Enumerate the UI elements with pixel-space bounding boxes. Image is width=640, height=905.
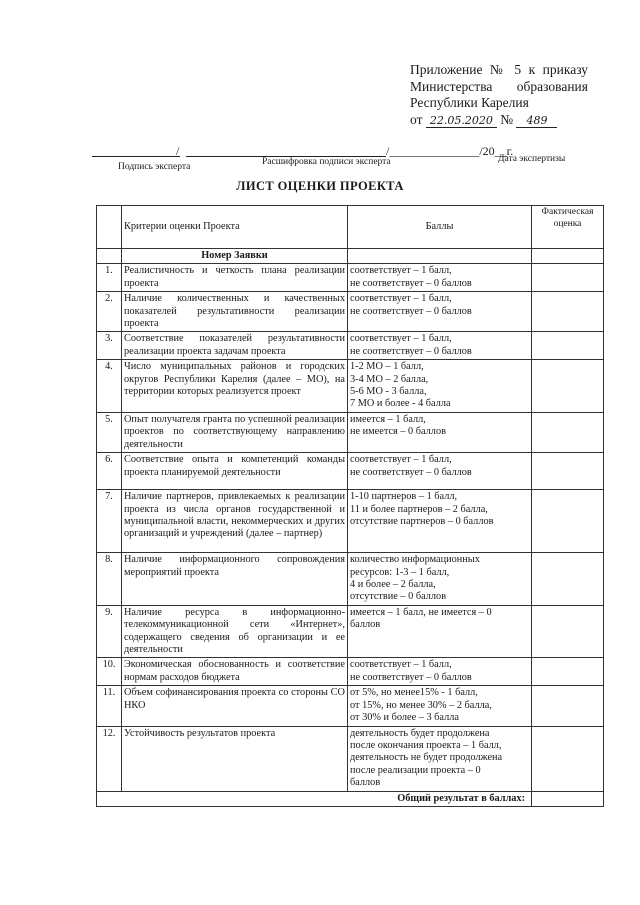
order-header (410, 62, 588, 129)
order-date: 22.05.2020 (426, 114, 497, 128)
score-line: не соответствует – 0 баллов (350, 345, 472, 357)
score-cell (348, 490, 532, 553)
criterion-text: Опыт получателя гранта по успешной реализации проектов по соответствующему направлению деятельности (122, 412, 348, 452)
row-number: 6. (97, 453, 122, 490)
criterion-text: Объем софинансирования проекта со стороны СО НКО (122, 686, 348, 726)
score-line: не соответствует – 0 баллов (350, 305, 472, 317)
page-title: ЛИСТ ОЦЕНКИ ПРОЕКТА (236, 179, 404, 193)
score-line: не соответствует – 0 баллов (350, 466, 472, 478)
criterion-text: Наличие количественных и качественных показателей результативности реализации проекта (122, 292, 348, 332)
header-date-line (410, 112, 588, 130)
criterion-text: Число муниципальных районов и городских округов Республики Карелия (далее – МО), на территории которых реализуется проект (122, 360, 348, 413)
total-value (532, 791, 604, 806)
score-cell (348, 332, 532, 360)
criterion-text: Реалистичность и четкость плана реализации проекта (122, 264, 348, 292)
table-row (97, 490, 604, 553)
score-line: отсутствие – 0 баллов (350, 591, 447, 603)
criterion-text: Экономическая обоснованность и соответствие нормам расходов бюджета (122, 658, 348, 686)
fact-score-cell (532, 292, 604, 332)
table-row (97, 658, 604, 686)
table-row (97, 686, 604, 726)
score-line: не имеется – 0 баллов (350, 426, 446, 438)
score-line: имеется – 1 балл, (350, 413, 426, 425)
score-line: баллов (350, 777, 381, 789)
score-line: соответствует – 1 балл, (350, 265, 452, 277)
score-cell (348, 658, 532, 686)
criterion-text: Соответствие показателей результативности реализации проекта задачам проекта (122, 332, 348, 360)
row-number: 8. (97, 553, 122, 606)
score-line: не соответствует – 0 баллов (350, 277, 472, 289)
fact-score-cell (532, 726, 604, 791)
score-line: количество информационных (350, 554, 480, 566)
signature-date-line: /_______________/20__г. (386, 144, 514, 158)
fact-score-cell (532, 332, 604, 360)
score-line: от 15%, но менее 30% – 2 балла, (350, 699, 492, 711)
score-cell (348, 726, 532, 791)
score-line: баллов (350, 619, 381, 631)
table-row (97, 292, 604, 332)
date-caption: Дата экспертизы (498, 154, 566, 164)
signature-slash: / (176, 144, 180, 158)
table-row (97, 264, 604, 292)
signature-caption: Подпись эксперта (118, 162, 191, 172)
score-line: после окончания проекта – 1 балл, (350, 739, 502, 751)
fact-score-cell (532, 553, 604, 606)
score-line: 1-2 МО – 1 балл, (350, 361, 424, 373)
table-row (97, 453, 604, 490)
criterion-text: Соответствие опыта и компетенций команды проекта планируемой деятельности (122, 453, 348, 490)
row-number: 2. (97, 292, 122, 332)
score-line: не соответствует – 0 баллов (350, 671, 472, 683)
score-line: от 5%, но менее15% - 1 балл, (350, 687, 478, 699)
table-row (97, 605, 604, 658)
score-line: соответствует – 1 балл, (350, 333, 452, 345)
fact-score-cell (532, 490, 604, 553)
score-cell (348, 553, 532, 606)
fact-score-cell (532, 264, 604, 292)
order-number: 489 (516, 114, 557, 128)
score-line: ресурсов: 1-3 – 1 балл, (350, 566, 450, 578)
criterion-text: Наличие ресурса в информационно-телекоммуникационной сети «Интернет», содержащего сведения об организации и ее деятельности (122, 605, 348, 658)
application-number-row (97, 249, 604, 264)
row-number: 11. (97, 686, 122, 726)
criterion-text: Наличие партнеров, привлекаемых к реализации проекта из числа органов государственной и муниципальной власти, некоммерческих и других организаций и учреждений (далее – партнер) (122, 490, 348, 553)
header-line-2: Министерства образования (410, 78, 588, 94)
total-row (97, 791, 604, 806)
row-number: 10. (97, 658, 122, 686)
table-row (97, 332, 604, 360)
row-number: 3. (97, 332, 122, 360)
signature-underline (92, 156, 180, 157)
criterion-text: Наличие информационного сопровождения мероприятий проекта (122, 553, 348, 606)
application-number-value (532, 249, 604, 264)
table-row (97, 360, 604, 413)
table-row (97, 726, 604, 791)
date-prefix: от (410, 111, 423, 127)
application-number-label: Номер Заявки (122, 249, 348, 264)
header-line-1: Приложение № 5 к приказу (410, 62, 588, 77)
row-number: 5. (97, 412, 122, 452)
fact-score-cell (532, 453, 604, 490)
score-cell (348, 605, 532, 658)
row-number: 4. (97, 360, 122, 413)
fact-column-header: Фактическая оценка (532, 206, 604, 249)
score-cell (348, 264, 532, 292)
number-prefix: № (500, 111, 514, 127)
score-cell (348, 412, 532, 452)
score-line: деятельность не будет продолжена (350, 752, 503, 764)
fact-score-cell (532, 412, 604, 452)
criteria-column-header: Критерии оценки Проекта (122, 206, 348, 249)
score-line: отсутствие партнеров – 0 баллов (350, 515, 494, 527)
criterion-text: Устойчивость результатов проекта (122, 726, 348, 791)
score-line: от 30% и более – 3 балла (350, 712, 459, 724)
score-line: 4 и более – 2 балла, (350, 578, 436, 590)
table-row (97, 412, 604, 452)
score-cell (348, 292, 532, 332)
evaluation-table (96, 205, 604, 807)
score-line: после реализации проекта – 0 (350, 764, 481, 776)
fact-score-cell (532, 658, 604, 686)
fact-score-cell (532, 686, 604, 726)
score-cell (348, 360, 532, 413)
row-number: 9. (97, 605, 122, 658)
scores-column-header: Баллы (348, 206, 532, 249)
score-cell (348, 453, 532, 490)
header-line-3: Республики Карелия (410, 95, 529, 110)
row-number: 7. (97, 490, 122, 553)
score-cell (348, 686, 532, 726)
score-line: соответствует – 1 балл, (350, 454, 452, 466)
score-line: соответствует – 1 балл, (350, 659, 452, 671)
table-header-row (97, 206, 604, 249)
score-line: имеется – 1 балл, не имеется – 0 (350, 606, 492, 618)
score-line: 11 и более партнеров – 2 балла, (350, 503, 488, 515)
score-line: 5-6 МО - 3 балла, (350, 386, 427, 398)
table-row (97, 553, 604, 606)
row-number: 12. (97, 726, 122, 791)
row-number: 1. (97, 264, 122, 292)
score-line: 1-10 партнеров – 1 балл, (350, 491, 458, 503)
total-label: Общий результат в баллах: (97, 791, 532, 806)
fact-score-cell (532, 605, 604, 658)
score-line: деятельность будет продолжена (350, 727, 490, 739)
score-line: соответствует – 1 балл, (350, 293, 452, 305)
number-column-header (97, 206, 122, 249)
score-line: 3-4 МО – 2 балла, (350, 373, 429, 385)
fact-score-cell (532, 360, 604, 413)
score-line: 7 МО и более - 4 балла (350, 398, 451, 410)
decoding-caption: Расшифровка подписи эксперта (262, 157, 391, 167)
